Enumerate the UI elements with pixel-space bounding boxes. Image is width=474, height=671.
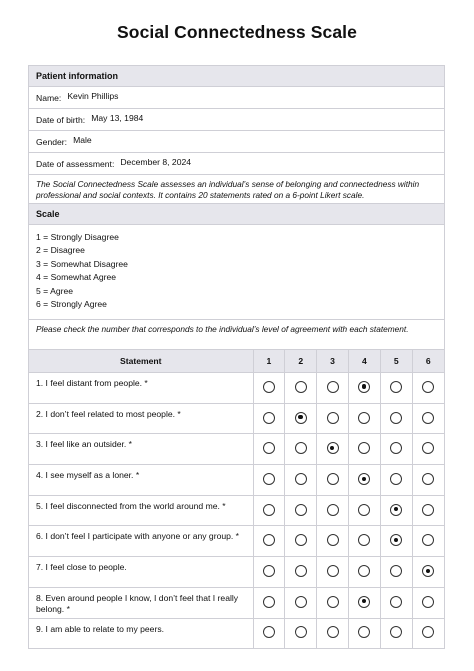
option-cell — [317, 434, 349, 465]
radio-option-2[interactable] — [295, 381, 307, 393]
radio-option-3[interactable] — [327, 412, 339, 424]
option-cell — [253, 618, 285, 649]
radio-option-4[interactable] — [358, 412, 370, 424]
radio-option-3[interactable] — [327, 504, 339, 516]
radio-option-2[interactable] — [295, 412, 307, 424]
assessment-date-value[interactable]: December 8, 2024 — [120, 156, 192, 167]
table-row — [29, 618, 444, 649]
assessment-date-label: Date of assessment: — [36, 158, 115, 169]
option-cell — [317, 557, 349, 588]
radio-option-4[interactable] — [358, 565, 370, 577]
option-cell — [412, 557, 444, 588]
radio-option-6[interactable] — [422, 534, 434, 546]
table-header-row — [29, 350, 444, 373]
scale-item: 6 = Strongly Agree — [36, 298, 107, 309]
radio-option-3[interactable] — [327, 565, 339, 577]
statement-text: 8. Even around people I know, I don’t feel that I really belong. * — [29, 587, 253, 618]
statement-rows — [29, 373, 444, 649]
radio-option-5[interactable] — [390, 534, 402, 546]
radio-option-3[interactable] — [327, 442, 339, 454]
radio-option-4[interactable] — [358, 626, 370, 638]
statement-text: 2. I don’t feel related to most people. * — [29, 403, 253, 434]
table-row — [29, 526, 444, 557]
option-cell — [317, 465, 349, 496]
option-cell — [412, 434, 444, 465]
radio-option-3[interactable] — [327, 534, 339, 546]
scale-header: Scale — [29, 204, 444, 225]
table-row — [29, 495, 444, 526]
option-cell — [317, 618, 349, 649]
radio-option-1[interactable] — [263, 504, 275, 516]
radio-option-5[interactable] — [390, 596, 402, 608]
statement-text: 5. I feel disconnected from the world around me. * — [29, 495, 253, 526]
form-container — [28, 65, 445, 649]
radio-option-2[interactable] — [295, 565, 307, 577]
radio-option-5[interactable] — [390, 412, 402, 424]
option-cell — [412, 403, 444, 434]
option-cell — [253, 587, 285, 618]
option-cell — [253, 373, 285, 404]
radio-option-4[interactable] — [358, 534, 370, 546]
radio-option-1[interactable] — [263, 534, 275, 546]
option-cell — [380, 587, 412, 618]
option-cell — [348, 557, 380, 588]
radio-option-5[interactable] — [390, 381, 402, 393]
option-cell — [348, 587, 380, 618]
option-cell — [412, 587, 444, 618]
radio-option-3[interactable] — [327, 473, 339, 485]
scale-item: 5 = Agree — [36, 285, 74, 296]
scale-item: 3 = Somewhat Disagree — [36, 258, 128, 269]
assessment-date-row — [29, 153, 444, 175]
option-cell — [380, 618, 412, 649]
option-cell — [285, 373, 317, 404]
radio-option-6[interactable] — [422, 596, 434, 608]
table-row — [29, 465, 444, 496]
radio-option-2[interactable] — [295, 504, 307, 516]
option-cell — [253, 495, 285, 526]
option-cell — [348, 465, 380, 496]
option-cell — [285, 557, 317, 588]
radio-option-1[interactable] — [263, 626, 275, 638]
option-cell — [285, 526, 317, 557]
table-row — [29, 403, 444, 434]
option-cell — [253, 526, 285, 557]
option-column-header: 2 — [285, 350, 317, 373]
option-cell — [348, 618, 380, 649]
radio-option-2[interactable] — [295, 534, 307, 546]
scale-item: 1 = Strongly Disagree — [36, 232, 119, 242]
radio-option-1[interactable] — [263, 442, 275, 454]
option-cell — [317, 403, 349, 434]
option-cell — [317, 587, 349, 618]
radio-option-2[interactable] — [295, 626, 307, 638]
radio-option-1[interactable] — [263, 381, 275, 393]
statement-text: 7. I feel close to people. — [29, 557, 253, 588]
radio-option-1[interactable] — [263, 473, 275, 485]
radio-option-4[interactable] — [358, 596, 370, 608]
radio-option-6[interactable] — [422, 504, 434, 516]
option-cell — [285, 618, 317, 649]
table-row — [29, 373, 444, 404]
instructions: Please check the number that corresponds to the individual’s level of agreement with each statement. — [29, 320, 444, 350]
statement-table — [29, 350, 444, 649]
table-row — [29, 587, 444, 618]
option-cell — [285, 403, 317, 434]
statement-text: 6. I don’t feel I participate with anyone or any group. * — [29, 526, 253, 557]
dob-value[interactable]: May 13, 1984 — [91, 112, 144, 123]
statement-text: 4. I see myself as a loner. * — [29, 465, 253, 496]
name-row — [29, 87, 444, 109]
dob-row — [29, 109, 444, 131]
scale-legend — [29, 225, 444, 320]
option-column-header: 6 — [412, 350, 444, 373]
radio-option-6[interactable] — [422, 473, 434, 485]
option-cell — [412, 618, 444, 649]
radio-option-3[interactable] — [327, 596, 339, 608]
option-cell — [412, 526, 444, 557]
scale-item: 2 = Disagree — [36, 245, 85, 256]
option-cell — [380, 465, 412, 496]
radio-option-5[interactable] — [390, 565, 402, 577]
radio-option-5[interactable] — [390, 626, 402, 638]
option-cell — [253, 434, 285, 465]
option-cell — [348, 495, 380, 526]
radio-option-4[interactable] — [358, 381, 370, 393]
option-cell — [253, 557, 285, 588]
radio-option-3[interactable] — [327, 381, 339, 393]
option-column-header: 5 — [380, 350, 412, 373]
option-column-header: 4 — [348, 350, 380, 373]
radio-option-4[interactable] — [358, 504, 370, 516]
option-column-header: 1 — [253, 350, 285, 373]
radio-option-6[interactable] — [422, 442, 434, 454]
name-label: Name: — [36, 92, 62, 103]
radio-option-6[interactable] — [422, 412, 434, 424]
option-cell — [285, 465, 317, 496]
gender-label: Gender: — [36, 136, 68, 147]
statement-column-header: Statement — [29, 350, 253, 373]
radio-option-2[interactable] — [295, 596, 307, 608]
option-cell — [285, 587, 317, 618]
option-cell — [253, 403, 285, 434]
option-cell — [317, 373, 349, 404]
option-cell — [380, 434, 412, 465]
option-cell — [317, 526, 349, 557]
option-cell — [285, 434, 317, 465]
name-value[interactable]: Kevin Phillips — [67, 90, 119, 101]
option-cell — [253, 465, 285, 496]
option-cell — [348, 526, 380, 557]
radio-option-1[interactable] — [263, 596, 275, 608]
radio-option-6[interactable] — [422, 381, 434, 393]
scale-item: 4 = Somewhat Agree — [36, 272, 117, 283]
radio-option-3[interactable] — [327, 626, 339, 638]
statement-text: 9. I am able to relate to my peers. — [29, 618, 253, 649]
option-cell — [348, 373, 380, 404]
statement-text: 3. I feel like an outsider. * — [29, 434, 253, 465]
option-cell — [380, 495, 412, 526]
page-title: Social Connectedness Scale — [117, 22, 357, 42]
dob-label: Date of birth: — [36, 114, 86, 125]
radio-option-1[interactable] — [263, 565, 275, 577]
radio-option-5[interactable] — [390, 473, 402, 485]
option-cell — [317, 495, 349, 526]
option-cell — [380, 403, 412, 434]
option-cell — [412, 373, 444, 404]
scale-description: The Social Connectedness Scale assesses an individual’s sense of belonging and connectedness within professional and social contexts. It contains 20 statements rated on a 6-point Likert scale. — [29, 175, 444, 204]
statement-text: 1. I feel distant from people. * — [29, 373, 253, 404]
option-cell — [412, 495, 444, 526]
radio-option-5[interactable] — [390, 504, 402, 516]
radio-option-4[interactable] — [358, 442, 370, 454]
option-cell — [348, 403, 380, 434]
radio-option-6[interactable] — [422, 626, 434, 638]
radio-option-5[interactable] — [390, 442, 402, 454]
option-cell — [348, 434, 380, 465]
option-column-header: 3 — [317, 350, 349, 373]
gender-row — [29, 131, 444, 153]
table-row — [29, 434, 444, 465]
table-row — [29, 557, 444, 588]
gender-value[interactable]: Male — [73, 134, 92, 145]
patient-info-header: Patient information — [29, 66, 444, 87]
option-cell — [380, 557, 412, 588]
radio-option-2[interactable] — [295, 442, 307, 454]
option-cell — [380, 373, 412, 404]
radio-option-6[interactable] — [422, 565, 434, 577]
radio-option-4[interactable] — [358, 473, 370, 485]
option-cell — [380, 526, 412, 557]
radio-option-2[interactable] — [295, 473, 307, 485]
option-cell — [412, 465, 444, 496]
option-cell — [285, 495, 317, 526]
radio-option-1[interactable] — [263, 412, 275, 424]
